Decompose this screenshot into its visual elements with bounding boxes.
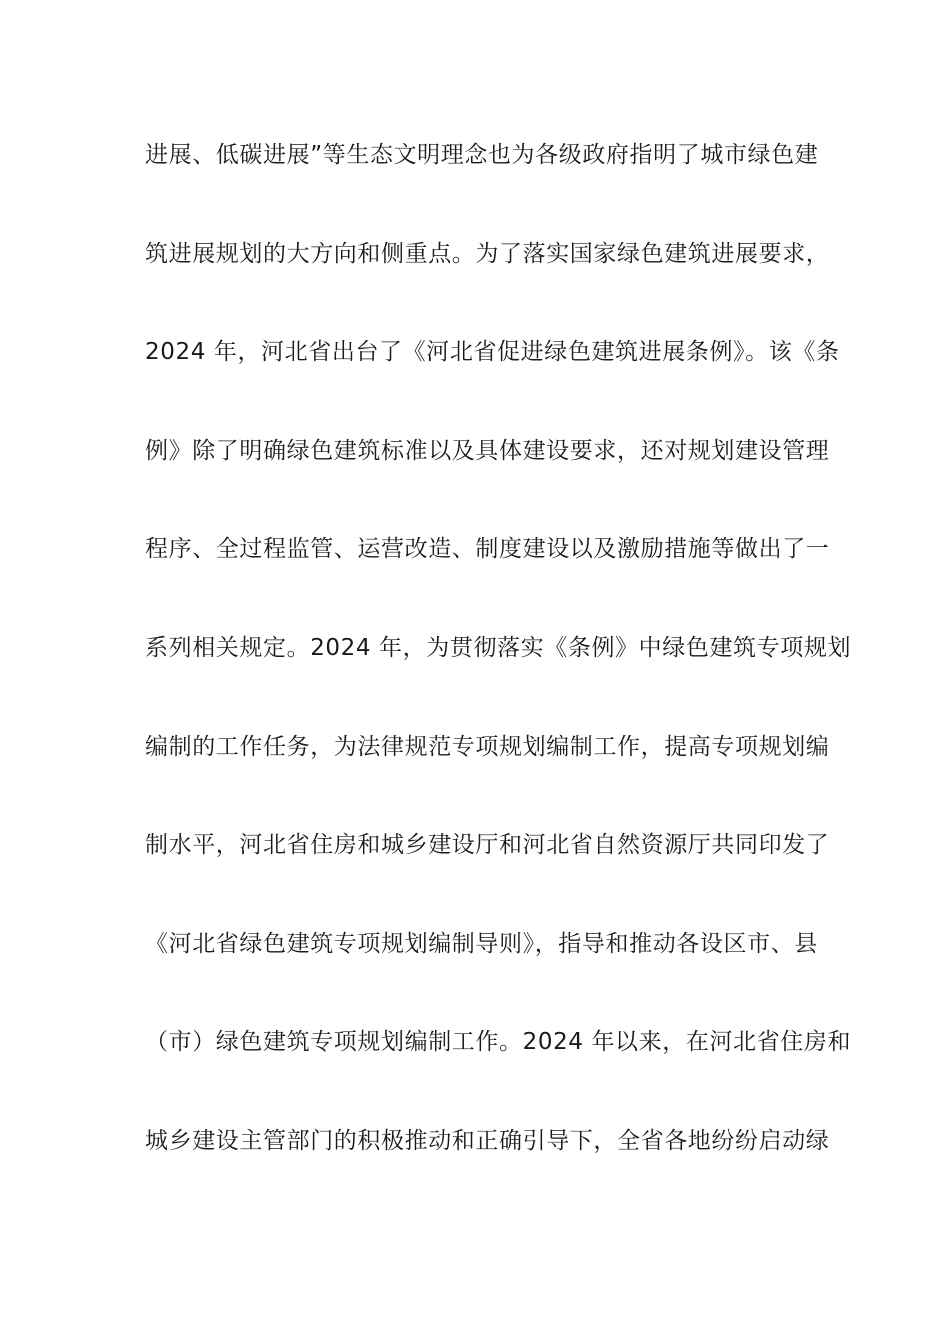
body-paragraph [145,132,852,1217]
paragraph-line-4: 例》除了明确绿色建筑标准以及具体建设要求，还对规划建设管理 [145,437,830,464]
paragraph-line-9: 《河北省绿色建筑专项规划编制导则》，指导和推动各设区市、县 [145,930,818,957]
paragraph-line-11: 城乡建设主管部门的积极推动和正确引导下，全省各地纷纷启动绿 [145,1127,830,1154]
paragraph-line-10: （市）绿色建筑专项规划编制工作。2024 年以来，在河北省住房和 [145,1029,852,1056]
paragraph-line-3: 2024 年，河北省出台了《河北省促进绿色建筑进展条例》。该《条 [145,339,840,366]
paragraph-line-7: 编制的工作任务，为法律规范专项规划编制工作，提高专项规划编 [145,733,830,760]
paragraph-line-1: 进展、低碳进展”等生态文明理念也为各级政府指明了城市绿色建 [145,142,819,168]
paragraph-line-8: 制水平，河北省住房和城乡建设厅和河北省自然资源厅共同印发了 [145,832,830,859]
paragraph-line-6: 系列相关规定。2024 年，为贯彻落实《条例》中绿色建筑专项规划 [145,634,852,661]
paragraph-line-2: 筑进展规划的大方向和侧重点。为了落实国家绿色建筑进展要求， [145,240,830,267]
paragraph-line-5: 程序、全过程监管、运营改造、制度建设以及激励措施等做出了一 [145,536,830,563]
